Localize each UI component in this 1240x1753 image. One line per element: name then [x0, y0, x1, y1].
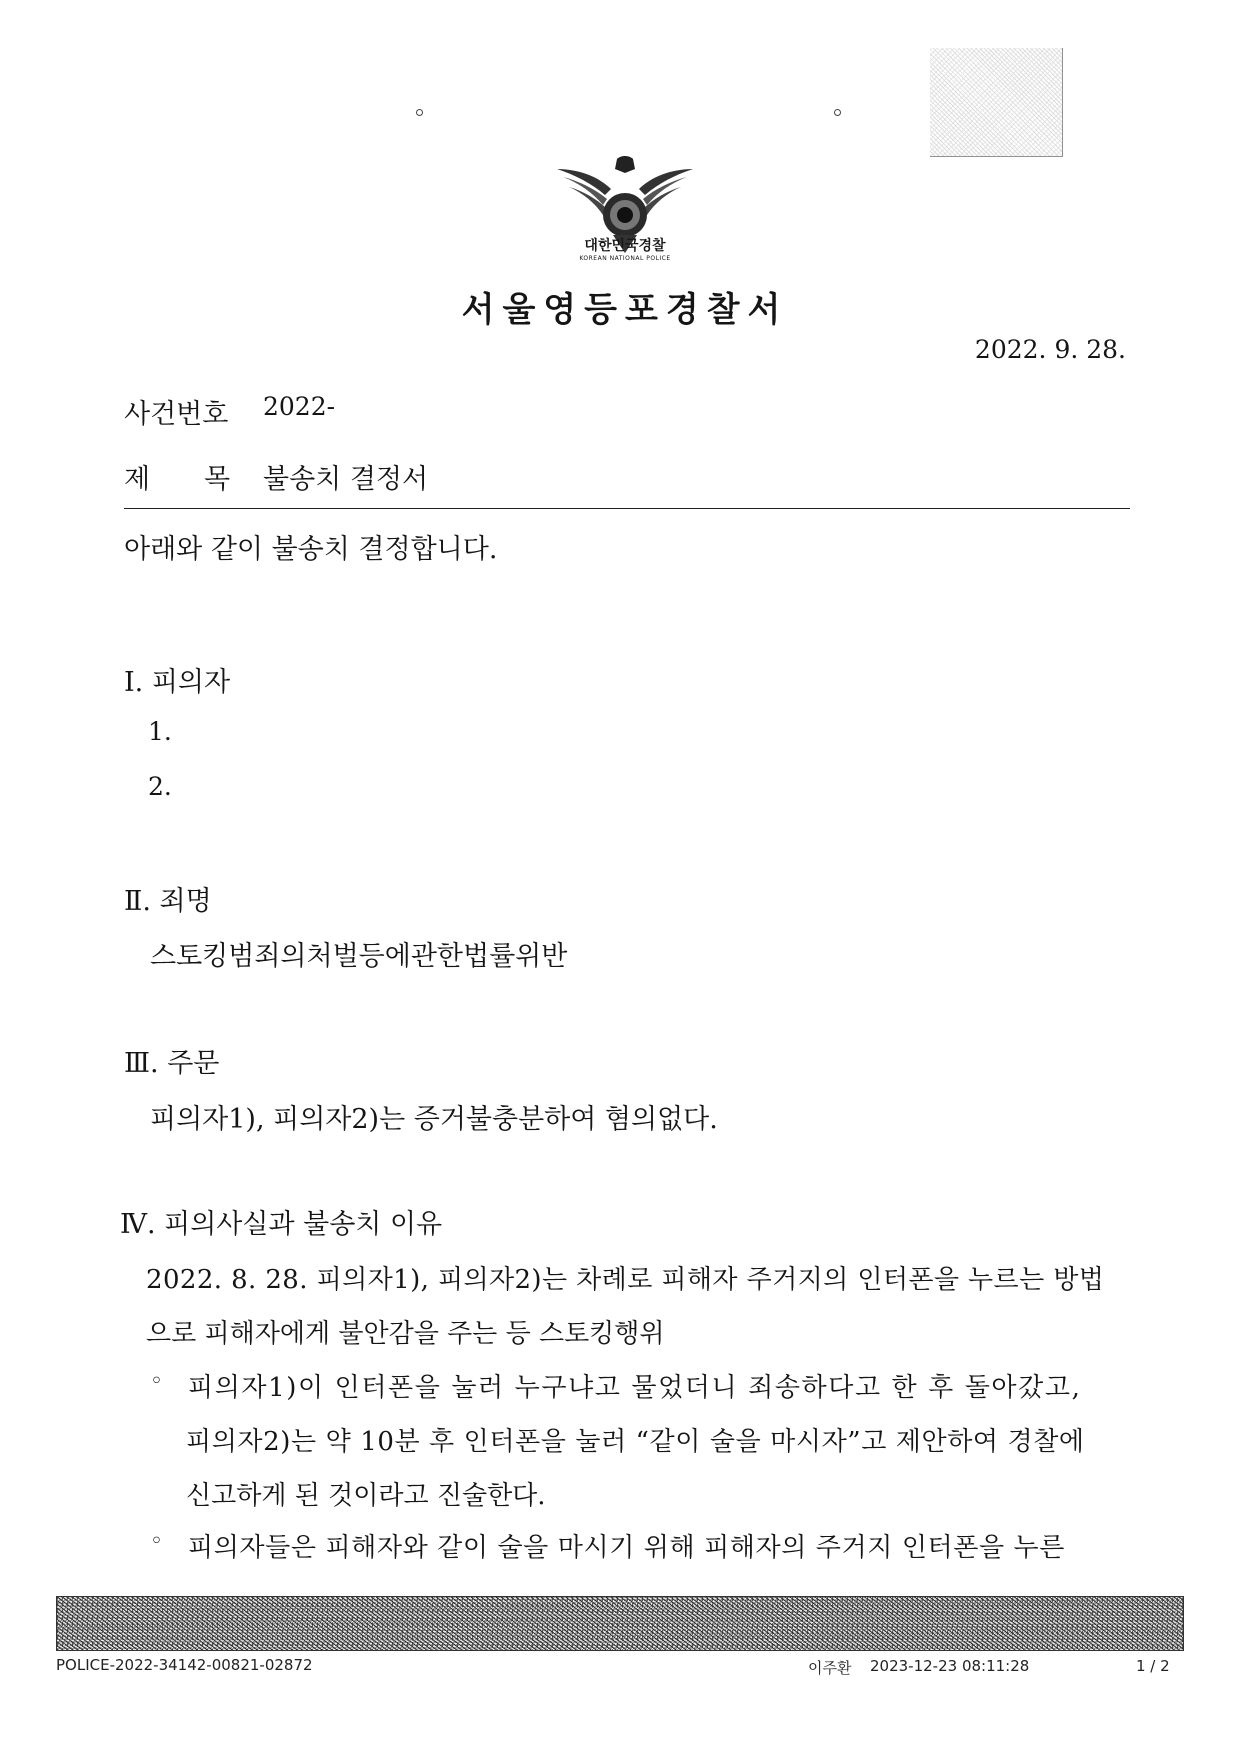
- section-facts-heading: Ⅳ. 피의사실과 불송치 이유: [120, 1209, 443, 1240]
- case-number-label: 사건번호: [124, 399, 229, 430]
- printed-at: 2023-12-23 08:11:28: [870, 1657, 1030, 1675]
- punch-mark-right: [834, 109, 841, 116]
- seal-stamp-box: [930, 48, 1063, 157]
- subject-label-2: 목: [204, 464, 231, 495]
- bullet-line: 신고하게 된 것이라고 진술한다.: [186, 1481, 546, 1511]
- bullet-marker: ◦: [150, 1369, 163, 1394]
- subject-value: 불송치 결정서: [263, 464, 429, 495]
- intro-statement: 아래와 같이 불송치 결정합니다.: [124, 534, 498, 565]
- bullet-line: 피의자2)는 약 10분 후 인터폰을 눌러 “같이 술을 마시자”고 제안하여 경찰에: [186, 1427, 1085, 1457]
- bullet-marker: ◦: [150, 1529, 163, 1554]
- facts-paragraph-line: 으로 피해자에게 불안감을 주는 등 스토킹행위: [146, 1319, 665, 1349]
- emblem-name: 대한민국경찰: [584, 238, 666, 254]
- charge-text: 스토킹범죄의처벌등에관한법률위반: [150, 941, 568, 972]
- punch-mark-left: [416, 109, 423, 116]
- section-charge-heading: Ⅱ. 죄명: [124, 886, 212, 917]
- subject-label-1: 제: [124, 464, 151, 495]
- section-suspects-heading: Ⅰ. 피의자: [124, 667, 231, 698]
- suspect-item-2: 2.: [148, 772, 172, 801]
- printed-by: 이주환: [808, 1659, 852, 1677]
- disposition-text: 피의자1), 피의자2)는 증거불충분하여 혐의없다.: [150, 1104, 718, 1135]
- header-divider: [124, 508, 1130, 509]
- security-pattern-band: [56, 1596, 1184, 1651]
- emblem-subtitle: KOREAN NATIONAL POLICE: [579, 255, 671, 262]
- organization-title: 서울영등포경찰서: [461, 290, 789, 330]
- page-number: 1 / 2: [1136, 1657, 1170, 1675]
- bullet-line: 피의자들은 피해자와 같이 술을 마시기 위해 피해자의 주거지 인터폰을 누른: [188, 1533, 1065, 1563]
- facts-paragraph-line: 2022. 8. 28. 피의자1), 피의자2)는 차례로 피해자 주거지의 인터폰을 누르는 방법: [146, 1265, 1105, 1295]
- bullet-line: 피의자1)이 인터폰을 눌러 누구냐고 물었더니 죄송하다고 한 후 돌아갔고,: [188, 1373, 1082, 1403]
- document-date: 2022. 9. 28.: [974, 335, 1126, 364]
- document-id: POLICE-2022-34142-00821-02872: [56, 1656, 313, 1674]
- case-number-value: 2022-: [263, 392, 336, 421]
- suspect-item-1: 1.: [148, 717, 172, 746]
- section-disposition-heading: Ⅲ. 주문: [124, 1048, 220, 1079]
